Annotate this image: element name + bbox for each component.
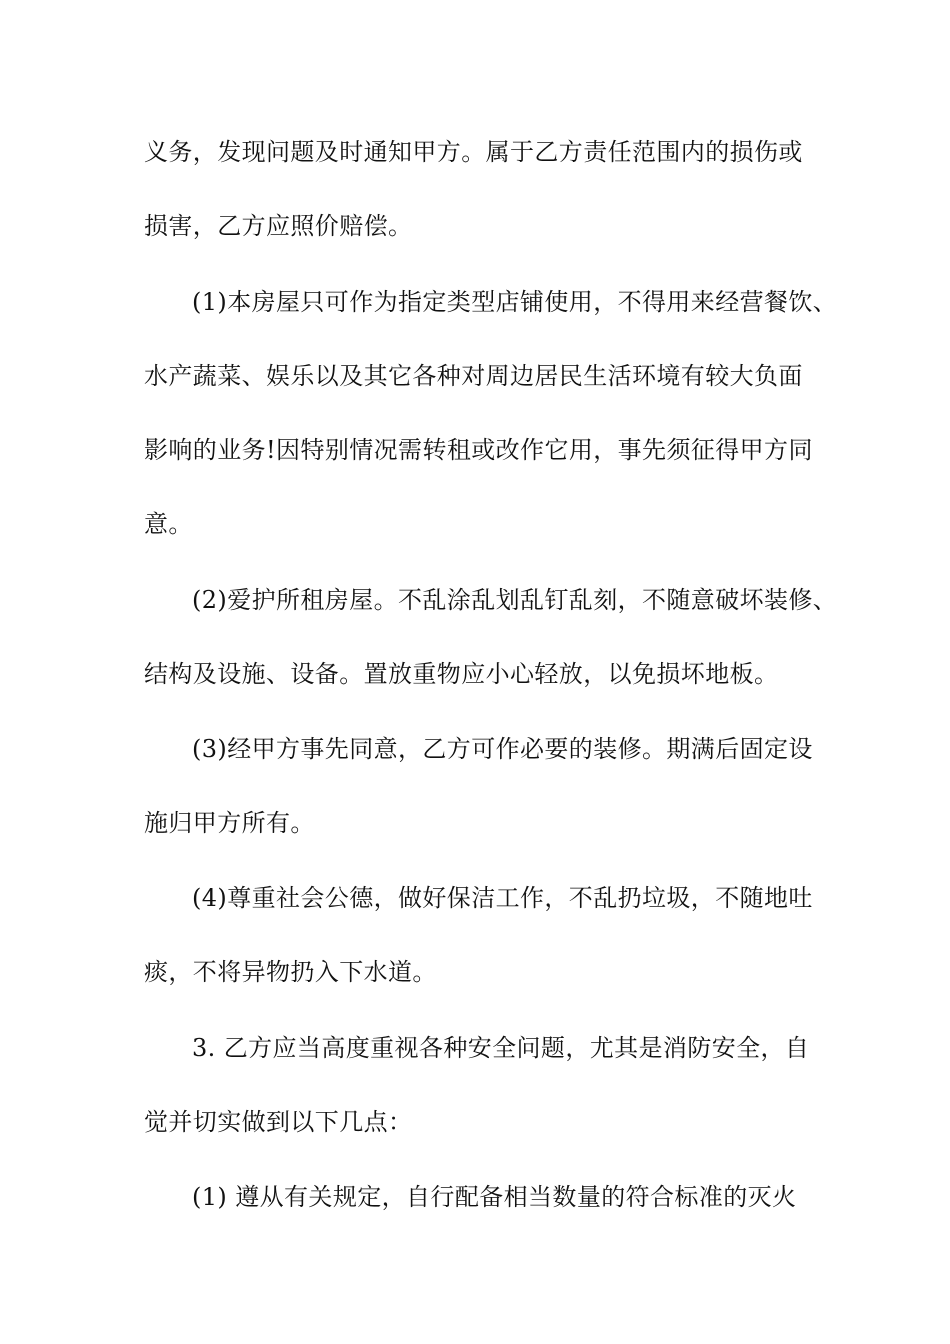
paragraph-start-line: (2)爱护所租房屋。不乱涂乱划乱钉乱刻，不随意破坏装修、 (192, 586, 838, 614)
text-line: 水产蔬菜、娱乐以及其它各种对周边居民生活环境有较大负面 (144, 362, 803, 390)
text-line: 损害，乙方应照价赔偿。 (144, 212, 413, 240)
text-line: 影响的业务!因特别情况需转租或改作它用，事先须征得甲方同 (144, 436, 813, 464)
paragraph-start-line: (1) 遵从有关规定，自行配备相当数量的符合标准的灭火 (192, 1183, 797, 1211)
text-line: 意。 (144, 510, 193, 538)
paragraph-start-line: (4)尊重社会公德，做好保洁工作，不乱扔垃圾，不随地吐 (192, 884, 813, 912)
text-line: 觉并切实做到以下几点： (144, 1108, 413, 1136)
text-line: 施归甲方所有。 (144, 809, 315, 837)
paragraph-start-line: (1)本房屋只可作为指定类型店铺使用，不得用来经营餐饮、 (192, 288, 838, 316)
text-line: 结构及设施、设备。置放重物应小心轻放，以免损坏地板。 (144, 660, 779, 688)
text-line: 义务，发现问题及时通知甲方。属于乙方责任范围内的损伤或 (144, 138, 803, 166)
paragraph-start-line: (3)经甲方事先同意，乙方可作必要的装修。期满后固定设 (192, 735, 813, 763)
paragraph-start-line: 3. 乙方应当高度重视各种安全问题，尤其是消防安全，自 (192, 1034, 810, 1062)
text-line: 痰，不将异物扔入下水道。 (144, 958, 437, 986)
